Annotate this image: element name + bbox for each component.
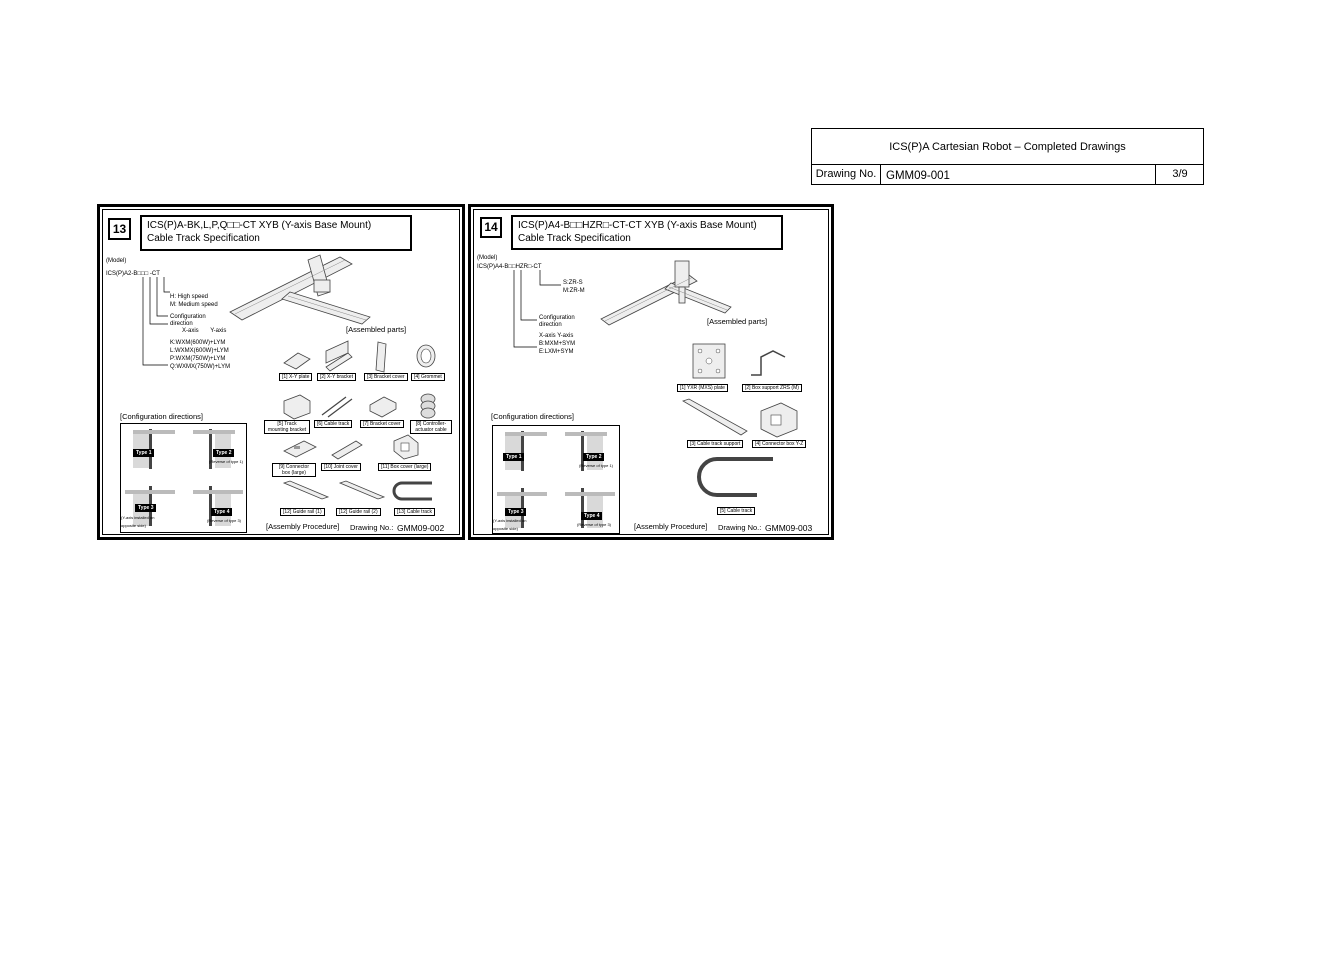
part-box-support-icon bbox=[749, 347, 789, 381]
part-label-12a: [12] Guide rail (1) bbox=[280, 508, 325, 516]
part-label-14-3: [3] Cable track support bbox=[687, 440, 743, 448]
type-4-tag: Type 4 bbox=[211, 508, 232, 516]
document-title: ICS(P)A Cartesian Robot – Completed Drawings bbox=[812, 129, 1203, 165]
part-cable-track-14-icon bbox=[697, 455, 777, 505]
speed-medium: M: Medium speed bbox=[170, 302, 218, 308]
type-2-tag-14: Type 2 bbox=[583, 453, 604, 461]
part-joint-cover-icon bbox=[330, 437, 364, 461]
part-label-13: [13] Cable track bbox=[394, 508, 435, 516]
config-direction-14-2: direction bbox=[539, 322, 562, 328]
type-1-tag: Type 1 bbox=[133, 449, 154, 457]
part-label-2: [2] X-Y bracket bbox=[317, 373, 356, 381]
assembled-parts-label-14: [Assembled parts] bbox=[707, 317, 768, 326]
part-box-cover-icon bbox=[390, 433, 420, 461]
panel-14-drawing-no-label: Drawing No.: bbox=[718, 523, 762, 532]
part-label-14-4: [4] Connector box Y-Z bbox=[752, 440, 806, 448]
panel-13-title-line2: Cable Track Specification bbox=[147, 233, 260, 244]
combo-p: P:WXM(750W)+LYM bbox=[170, 356, 226, 362]
part-grommet-icon bbox=[414, 343, 438, 369]
part-label-3: [3] Bracket cover bbox=[364, 373, 408, 381]
part-connector-box-icon bbox=[282, 437, 318, 461]
part-label-7: [7] Bracket cover bbox=[360, 420, 404, 428]
part-label-6: [6] Cable track bbox=[314, 420, 352, 428]
part-bracket-cover-2-icon bbox=[368, 395, 398, 419]
type-4-note: (Reverse of type 3) bbox=[207, 518, 242, 523]
speed-high: H: High speed bbox=[170, 294, 209, 300]
part-cable-track-2-icon bbox=[392, 479, 436, 507]
part-label-9: [9] Connector box (large) bbox=[272, 463, 316, 477]
combo-l: L:WXMX(600W)+LYM bbox=[170, 348, 229, 354]
panel-13 bbox=[97, 204, 465, 540]
part-controller-cable-icon bbox=[416, 391, 442, 421]
assembly-procedure-label: [Assembly Procedure] bbox=[266, 522, 340, 531]
combo-b: B:MXM+SYM bbox=[539, 341, 576, 347]
part-connector-box-yz-icon bbox=[757, 401, 801, 441]
type-3-note: (Y-axis installed on opposite side) bbox=[121, 515, 155, 528]
assembled-parts-label: [Assembled parts] bbox=[346, 325, 407, 334]
combo-e: E:LXM+SYM bbox=[539, 349, 574, 355]
config-direction-14-1: Configuration bbox=[539, 315, 575, 321]
type-4-note-14: (Reverse of type 3) bbox=[577, 522, 612, 527]
panel-14-title-line1: ICS(P)A4-B□□HZR□-CT-CT XYB (Y-axis Base Mount) bbox=[518, 220, 757, 231]
part-guide-rail-1-icon bbox=[282, 479, 332, 505]
panel-14-title-line2: Cable Track Specification bbox=[518, 233, 631, 244]
panel-13-number: 13 bbox=[108, 218, 131, 240]
config-directions-label-14: [Configuration directions] bbox=[491, 412, 574, 421]
model-label: (Model) bbox=[106, 258, 127, 264]
panel-14-drawing-no: GMM09-003 bbox=[765, 523, 813, 533]
part-cable-track-icon bbox=[320, 393, 354, 419]
config-direction-2: direction bbox=[170, 321, 193, 327]
type-2-note-14: (Reverse of type 1) bbox=[579, 463, 614, 468]
panel-14-number: 14 bbox=[480, 217, 502, 238]
part-label-14-5: [5] Cable track bbox=[717, 507, 755, 515]
part-guide-rail-2-icon bbox=[338, 479, 388, 505]
part-label-14-2: [2] Box support ZRS (M) bbox=[742, 384, 802, 392]
robot-illustration-13 bbox=[230, 252, 380, 332]
part-label-12b: [12] Guide rail (2) bbox=[336, 508, 381, 516]
model-code: ICS(P)A2-B□□□ -CT bbox=[106, 271, 160, 277]
panel-13-title-line1: ICS(P)A-BK,L,P,Q□□-CT XYB (Y-axis Base Mount) bbox=[147, 220, 372, 231]
config-direction-1: Configuration bbox=[170, 314, 206, 320]
panel-13-drawing-no-label: Drawing No.: bbox=[350, 523, 394, 532]
part-label-4: [4] Grommet bbox=[411, 373, 445, 381]
type-4-tag-14: Type 4 bbox=[581, 512, 602, 520]
part-label-8: [8] Controller-actuator cable bbox=[410, 420, 452, 434]
panel-14 bbox=[468, 204, 834, 540]
type-3-tag: Type 3 bbox=[135, 504, 156, 512]
model-code-14: ICS(P)A4-B□□HZR□-CT bbox=[477, 264, 542, 270]
drawing-no-label: Drawing No. bbox=[812, 164, 881, 185]
part-xy-bracket-icon bbox=[322, 343, 356, 373]
config-directions-box bbox=[120, 423, 247, 533]
assembly-procedure-label-14: [Assembly Procedure] bbox=[634, 522, 708, 531]
type-3-tag-14: Type 3 bbox=[505, 508, 526, 516]
panel-13-drawing-no: GMM09-002 bbox=[397, 523, 445, 533]
type-3-note-14: (Y-axis installed on opposite side) bbox=[493, 518, 527, 531]
type-1-tag-14: Type 1 bbox=[503, 453, 524, 461]
axes-header-14: X-axis Y-axis bbox=[539, 333, 574, 339]
drawing-header bbox=[811, 128, 1204, 185]
part-label-5: [5] Track mounting bracket bbox=[264, 420, 310, 434]
part-yxr-plate-icon bbox=[689, 340, 729, 382]
type-2-tag: Type 2 bbox=[213, 449, 234, 457]
config-directions-box-14 bbox=[492, 425, 620, 534]
part-label-11: [11] Box cover (large) bbox=[378, 463, 431, 471]
part-label-14-1: [1] YXR (MXS) plate bbox=[677, 384, 728, 392]
page-number: 3/9 bbox=[1172, 168, 1188, 180]
type-2-note: (Reverse of type 1) bbox=[209, 459, 244, 464]
part-label-1: [1] X-Y plate bbox=[279, 373, 312, 381]
drawing-no-value: GMM09-001 bbox=[880, 164, 1156, 185]
combo-k: K:WXM(600W)+LYM bbox=[170, 340, 226, 346]
config-directions-label: [Configuration directions] bbox=[120, 412, 203, 421]
model-label-14: (Model) bbox=[477, 255, 498, 261]
zr-s: S:ZR-S bbox=[563, 280, 583, 286]
combo-q: Q:WXMX(750W)+LYM bbox=[170, 364, 231, 370]
part-xy-plate-icon bbox=[282, 349, 312, 373]
part-bracket-cover-icon bbox=[372, 340, 392, 374]
zr-m: M:ZR-M bbox=[563, 288, 585, 294]
part-track-mount-icon bbox=[282, 393, 312, 419]
part-label-10: [10] Joint cover bbox=[321, 463, 361, 471]
part-cable-track-support-icon bbox=[681, 397, 751, 439]
axes-header: X-axis Y-axis bbox=[182, 328, 227, 334]
